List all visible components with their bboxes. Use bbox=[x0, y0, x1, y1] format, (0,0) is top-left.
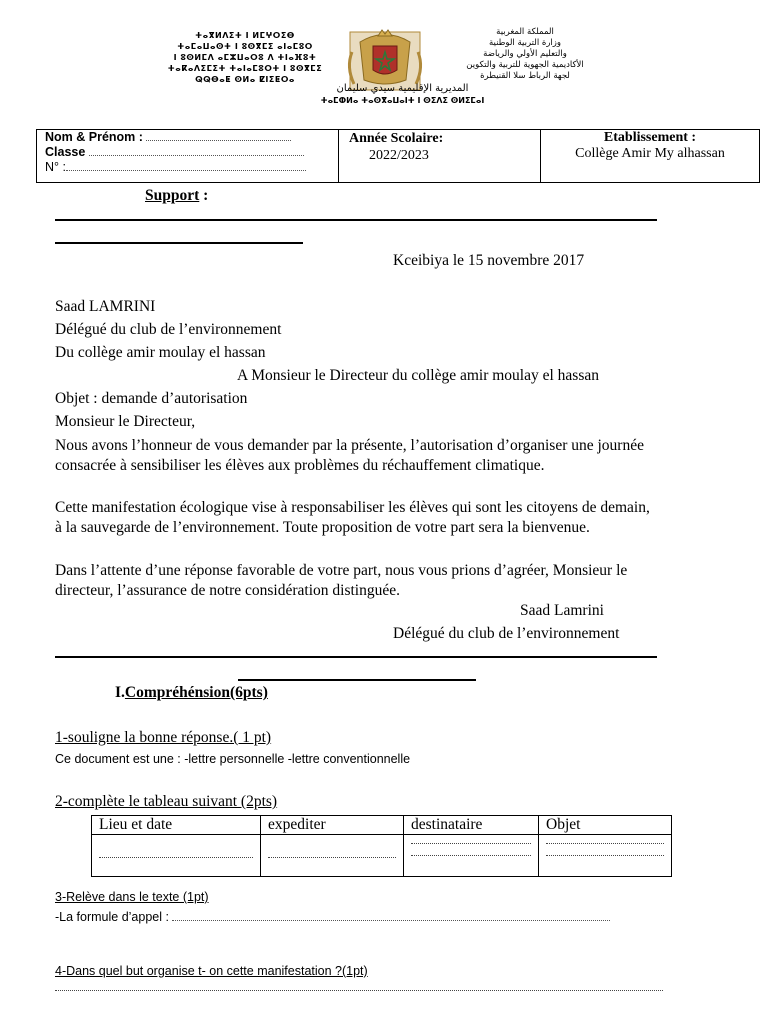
question-2-title: 2-complète le tableau suivant (2pts) bbox=[55, 793, 278, 810]
letter-salutation: Monsieur le Directeur, bbox=[55, 413, 196, 430]
tifinagh-header bbox=[150, 30, 340, 85]
arabic-line: الأكاديمية الجهوية للتربية والتكوين bbox=[466, 60, 584, 70]
support-heading bbox=[145, 187, 208, 205]
coat-of-arms-emblem bbox=[340, 22, 430, 92]
arabic-header bbox=[435, 27, 615, 82]
support-label: Support bbox=[145, 187, 200, 204]
school-year-cell bbox=[339, 130, 541, 182]
school-cell bbox=[541, 130, 759, 182]
letter-paragraph-1: Nous avons l’honneur de vous demander par la présente, l’autorisation d’organiser une journée consacrée à sensibiliser les élèves aux problèmes du réchauffement climatique. bbox=[55, 437, 644, 474]
table-cell-object[interactable] bbox=[539, 835, 672, 877]
section-title: Compréhénsion(6pts) bbox=[124, 684, 268, 701]
letter-sender-role: Délégué du club de l’environnement bbox=[55, 321, 282, 338]
name-label: Nom & Prénom : bbox=[45, 130, 143, 144]
table-header-sender: expediter bbox=[261, 816, 404, 835]
student-identity-cell bbox=[37, 130, 339, 182]
letter-place-date: Kceibiya le 15 novembre 2017 bbox=[393, 252, 585, 269]
support-colon: : bbox=[199, 187, 209, 204]
divider bbox=[55, 656, 657, 658]
table-cell-recipient[interactable] bbox=[404, 835, 539, 877]
number-blank[interactable] bbox=[66, 162, 306, 171]
arabic-line: المملكة المغربية bbox=[496, 27, 554, 37]
answer-table bbox=[91, 815, 672, 877]
letter-paragraph-3: Dans l’attente d’une réponse favorable de votre part, nous vous prions d’agréer, Monsieur le directeur, l’assurance de notre considération distinguée. bbox=[55, 562, 628, 599]
class-blank[interactable] bbox=[89, 147, 304, 156]
tifinagh-line: ⵕⵕⴱⴰⵟ ⵙⵍⴰ ⵇⵏⵉⵟⵔⴰ bbox=[195, 75, 295, 84]
student-info-table bbox=[36, 129, 760, 183]
tifinagh-line: ⵏ ⵓⵙⵍⵎⴷ ⴰⵎⵣⵡⴰⵔⵓ ⴷ ⵜⵏⴰⴼⵓⵜ bbox=[173, 53, 317, 62]
table-header-place-date: Lieu et date bbox=[92, 816, 261, 835]
section-comprehension-title bbox=[115, 684, 268, 702]
school-label: Etablissement : bbox=[603, 130, 697, 145]
name-blank[interactable] bbox=[146, 132, 291, 141]
question-3-label: -La formule d’appel : bbox=[55, 910, 173, 924]
question-3-blank[interactable] bbox=[172, 914, 610, 921]
school-year-label: Année Scolaire: bbox=[349, 131, 444, 146]
divider bbox=[238, 679, 476, 681]
letter-paragraph-2: Cette manifestation écologique vise à responsabiliser les élèves qui sont les citoyens de demain, à la sauvegarde de l’environnement. Toute proposition de votre part sera la bienvenue. bbox=[55, 499, 650, 536]
question-1-title: 1-souligne la bonne réponse.( 1 pt) bbox=[55, 729, 272, 746]
arabic-line: والتعليم الأولي والرياضة bbox=[483, 49, 567, 59]
letter-signature-role: Délégué du club de l’environnement bbox=[393, 625, 620, 642]
letter-sender-name: Saad LAMRINI bbox=[55, 298, 156, 315]
table-header-recipient: destinataire bbox=[404, 816, 539, 835]
question-1-text: Ce document est une : -lettre personnelle -lettre conventionnelle bbox=[55, 752, 411, 766]
school-year-value: 2022/2023 bbox=[369, 148, 429, 163]
number-label: N° : bbox=[45, 160, 66, 174]
directorate-header bbox=[290, 83, 515, 107]
section-prefix: I. bbox=[115, 684, 125, 701]
letter-recipient: A Monsieur le Directeur du collège amir moulay el hassan bbox=[237, 367, 599, 384]
school-value: Collège Amir My alhassan bbox=[575, 146, 725, 161]
arabic-line: لجهة الرباط سلا القنيطرة bbox=[480, 71, 570, 81]
question-4-title: 4-Dans quel but organise t- on cette manifestation ?(1pt) bbox=[55, 964, 368, 978]
question-3-line bbox=[55, 910, 610, 924]
question-3-title: 3-Relève dans le texte (1pt) bbox=[55, 890, 209, 904]
class-label: Classe bbox=[45, 145, 86, 159]
directorate-tifinagh: ⵜⴰⵎⵀⵍⴰ ⵜⴰⵙⴳⴰⵡⴰⵏⵜ ⵏ ⵙⵉⴷⵉ ⵙⵍⵉⵎⴰⵏ bbox=[320, 96, 485, 105]
tifinagh-line: ⵜⴰⴳⵍⴷⵉⵜ ⵏ ⵍⵎⵖⵔⵉⴱ bbox=[195, 31, 295, 40]
letter-sender-school: Du collège amir moulay el hassan bbox=[55, 344, 266, 361]
letter-signature-name: Saad Lamrini bbox=[520, 602, 604, 619]
question-4-answer-line[interactable] bbox=[55, 990, 663, 991]
divider bbox=[55, 242, 303, 244]
table-header-object: Objet bbox=[539, 816, 672, 835]
table-cell-sender[interactable] bbox=[261, 835, 404, 877]
tifinagh-line: ⵜⴰⵎⴰⵡⴰⵙⵜ ⵏ ⵓⵙⴳⵎⵉ ⴰⵏⴰⵎⵓⵔ bbox=[177, 42, 313, 51]
directorate-arabic: المديرية الإقليمية سيدي سليمان bbox=[336, 83, 469, 94]
letter-object: Objet : demande d’autorisation bbox=[55, 390, 248, 407]
table-cell-place-date[interactable] bbox=[92, 835, 261, 877]
arabic-line: وزارة التربية الوطنية bbox=[488, 38, 562, 48]
tifinagh-line: ⵜⴰⴽⴰⴷⵉⵎⵉⵜ ⵜⴰⵏⴰⵎⵓⵔⵜ ⵏ ⵓⵙⴳⵎⵉ bbox=[167, 64, 323, 73]
divider bbox=[55, 219, 657, 221]
